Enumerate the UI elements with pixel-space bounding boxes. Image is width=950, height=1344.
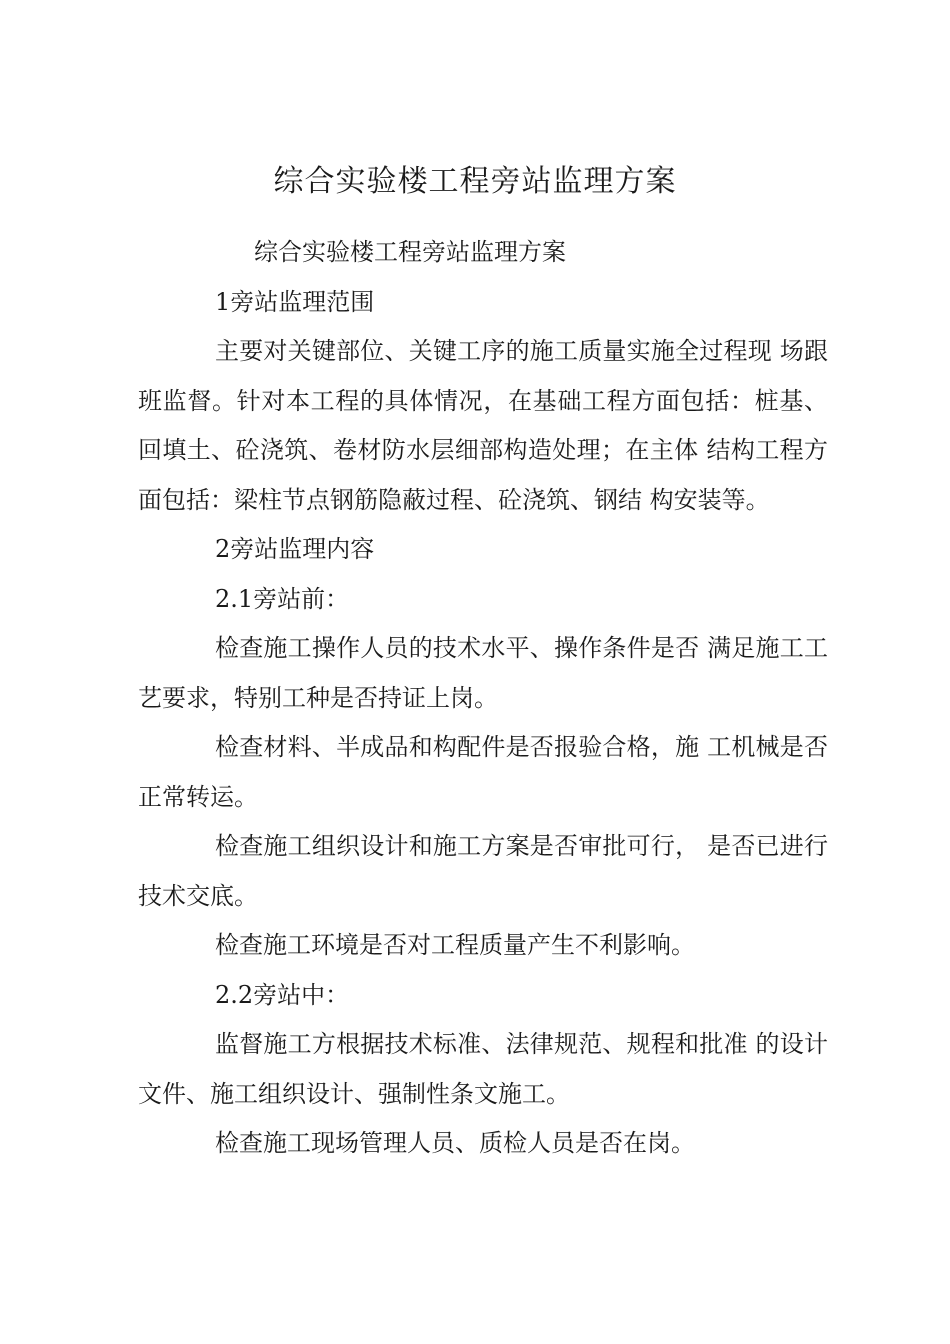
paragraph-check-environment: 检查施工环境是否对工程质量产生不利影响。: [215, 931, 695, 959]
section-heading-scope: 1旁站监理范围: [215, 287, 375, 316]
paragraph-check-personnel: 检查施工操作人员的技术水平、操作条件是否 满足施工工艺要求，特别工种是否持证上岗。: [138, 634, 828, 712]
paragraph-scope: 主要对关键部位、关键工序的施工质量实施全过程现 场跟班监督。针对本工程的具体情况，在基础工程方面包括：桩基、回填土、砼浇筑、卷材防水层细部构造处理；在主体 结构工程方面包括：梁柱节点钢筋隐蔽过程、砼浇筑、钢结 构安装等。: [138, 337, 828, 514]
paragraph-supervise-construction: 监督施工方根据技术标准、法律规范、规程和批准 的设计文件、施工组织设计、强制性条文施工。: [138, 1030, 828, 1108]
paragraph-check-materials: 检查材料、半成品和构配件是否报验合格，施 工机械是否正常转运。: [138, 733, 828, 811]
paragraph-check-staff: 检查施工现场管理人员、质检人员是否在岗。: [215, 1129, 695, 1157]
paragraph-check-plan: 检查施工组织设计和施工方案是否审批可行， 是否已进行技术交底。: [138, 832, 828, 910]
document-subtitle: 综合实验楼工程旁站监理方案: [254, 238, 566, 266]
document-title: 综合实验楼工程旁站监理方案: [273, 164, 677, 199]
subsection-heading-during: 2.2旁站中：: [215, 980, 350, 1009]
subsection-heading-before: 2.1旁站前：: [215, 584, 350, 613]
section-heading-content: 2旁站监理内容: [215, 535, 375, 563]
document-body: [138, 228, 828, 1169]
